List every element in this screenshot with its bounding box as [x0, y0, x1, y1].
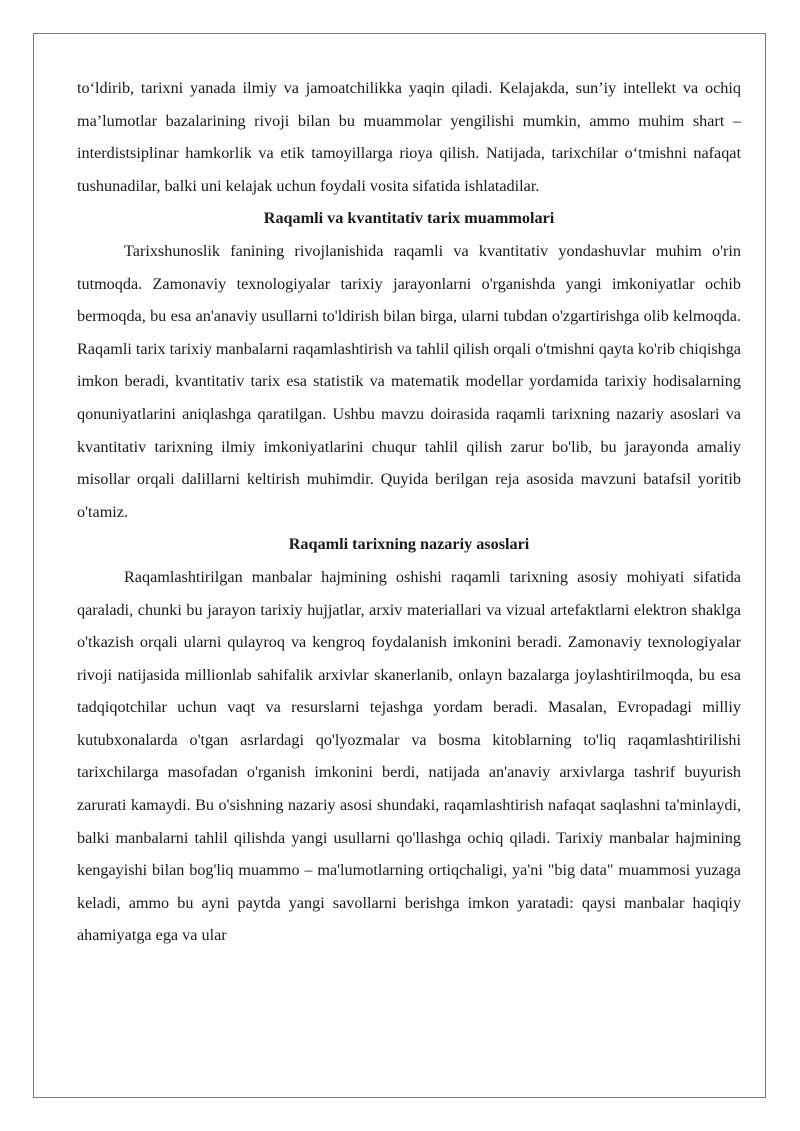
- section-heading-digital-quantitative-history: Raqamli va kvantitativ tarix muammolari: [263, 209, 555, 228]
- paragraph-intro: to‘ldirib, tarixni yanada ilmiy va jamoatchilikka yaqin qiladi. Kelajakda, sun’iy intellekt va ochiq ma’lumotlar bazalarining rivoji bilan bu muammolar yengilishi mumkin, ammo muhim shart – interdistsiplinar hamkorlik va etik tamoyillarga rioya qilish. Natijada, tarixchilar o‘tmishni nafaqat tushunadilar, balki uni kelajak uchun foydali vosita sifatida ishlatadilar.: [77, 79, 741, 195]
- section-heading-theoretical-foundations: Raqamli tarixning nazariy asoslari: [288, 535, 530, 554]
- document-body: [77, 72, 741, 952]
- paragraph-theoretical-foundations: Raqamlashtirilgan manbalar hajmining oshishi raqamli tarixning asosiy mohiyati sifatida qaraladi, chunki bu jarayon tarixiy hujjatlar, arxiv materiallari va vizual artefaktlarni elektron shaklga o'tkazish orqali ularni qulayroq va kengroq foydalanish imkonini beradi. Zamonaviy texnologiyalar rivoji natijasida millionlab sahifalik arxivlar skanerlanib, onlayn bazalarga joylashtirilmoqda, bu esa tadqiqotchilar uchun vaqt va resurslarni tejashga yordam beradi. Masalan, Evropadagi milliy kutubxonalarda o'tgan asrlardagi qo'lyozmalar va bosma kitoblarning to'liq raqamlashtirilishi tarixchilarga masofadan o'rganish imkonini berdi, natijada an'anaviy arxivlarga tashrif buyurish zarurati kamaydi. Bu o'sishning nazariy asosi shundaki, raqamlashtirish nafaqat saqlashni ta'minlaydi, balki manbalarni tahlil qilishda yangi usullarni qo'llashga ochiq qiladi. Tarixiy manbalar hajmining kengayishi bilan bog'liq muammo – ma'lumotlarning ortiqchaligi, ya'ni "big data" muammosi yuzaga keladi, ammo bu ayni paytda yangi savollarni berishga imkon yaratadi: qaysi manbalar haqiqiy ahamiyatga ega va ular: [77, 567, 741, 945]
- paragraph-digital-quantitative-history: Tarixshunoslik fanining rivojlanishida raqamli va kvantitativ yondashuvlar muhim o'rin tutmoqda. Zamonaviy texnologiyalar tarixiy jarayonlarni o'rganishda yangi imkoniyatlar ochib bermoqda, bu esa an'anaviy usullarni to'ldirish bilan birga, ularni tubdan o'zgartirishga olib kelmoqda. Raqamli tarix tarixiy manbalarni raqamlashtirish va tahlil qilish orqali o'tmishni qayta ko'rib chiqishga imkon beradi, kvantitativ tarix esa statistik va matematik modellar yordamida tarixiy hodisalarning qonuniyatlarini aniqlashga qaratilgan. Ushbu mavzu doirasida raqamli tarixning nazariy asoslari va kvantitativ tarixning ilmiy imkoniyatlarini chuqur tahlil qilish zarur bo'lib, bu jarayonda amaliy misollar orqali dalillarni keltirish muhimdir. Quyida berilgan reja asosida mavzuni batafsil yoritib o'tamiz.: [77, 241, 741, 521]
